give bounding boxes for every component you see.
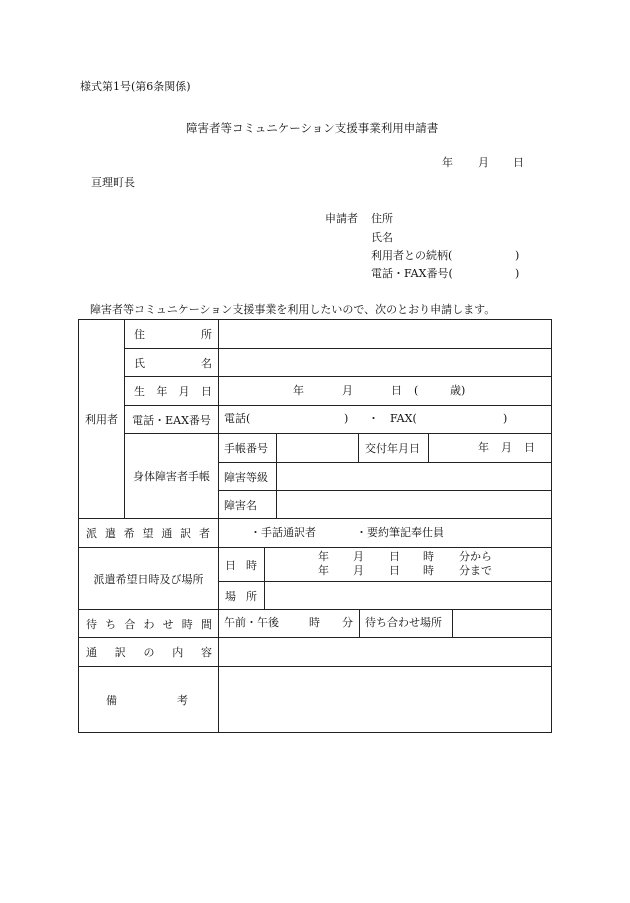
date-month: 月 bbox=[478, 156, 489, 169]
birth-month: 月 bbox=[342, 384, 353, 397]
issue-month: 月 bbox=[501, 441, 512, 454]
birth-year: 年 bbox=[293, 384, 304, 397]
user-birthdate-label: 生 年 月 日 bbox=[134, 385, 212, 398]
page-title: 障害者等コミュニケーション支援事業利用申請書 bbox=[186, 121, 439, 135]
form-number: 様式第1号(第6条関係) bbox=[80, 80, 191, 93]
from-year: 年 bbox=[318, 550, 329, 563]
applicant-phone-label: 電話・FAX番号( bbox=[371, 267, 453, 280]
issue-day: 日 bbox=[524, 441, 535, 454]
dispatch-interpreter-label: 派 遣 希 望 通 訳 者 bbox=[86, 527, 210, 540]
meeting-time-label: 待 ち 合 わ せ 時 間 bbox=[86, 617, 212, 631]
birth-age-open: ( bbox=[414, 384, 419, 397]
am-pm: 午前・午後 bbox=[224, 616, 279, 629]
dispatch-datetime-place-label: 派遣希望日時及び場所 bbox=[93, 572, 204, 586]
meeting-hour: 時 bbox=[309, 616, 320, 629]
applicant-address-label: 住所 bbox=[371, 212, 393, 225]
fax-close: ) bbox=[503, 412, 508, 425]
application-form-table bbox=[78, 319, 552, 733]
to-hour: 時 bbox=[423, 564, 434, 577]
option-sign-language: ・手話通訳者 bbox=[250, 526, 316, 539]
to-year: 年 bbox=[318, 564, 329, 577]
from-minute: 分から bbox=[459, 550, 492, 563]
phone-text: 電話( bbox=[224, 412, 251, 425]
addressee: 亘理町長 bbox=[91, 176, 135, 189]
place-label: 場 所 bbox=[225, 589, 257, 603]
option-summary-writer: ・要約筆記奉仕員 bbox=[356, 526, 444, 539]
meeting-minute: 分 bbox=[342, 616, 353, 629]
from-month: 月 bbox=[353, 550, 364, 563]
meeting-place-label: 待ち合わせ場所 bbox=[365, 616, 442, 629]
interpretation-content-label: 通 訳 の 内 容 bbox=[86, 646, 212, 659]
from-hour: 時 bbox=[423, 550, 434, 563]
applicant-phone-close: ) bbox=[515, 267, 520, 280]
fax-text: ・ FAX( bbox=[368, 412, 417, 425]
issue-date-label: 交付年月日 bbox=[365, 442, 420, 455]
intro-text: 障害者等コミュニケーション支援事業を利用したいので、次のとおり申請します。 bbox=[90, 303, 496, 316]
birth-age: 歳) bbox=[450, 384, 466, 397]
user-address-label: 住 所 bbox=[134, 328, 212, 341]
applicant-relation-label: 利用者との続柄( bbox=[371, 249, 453, 262]
date-day: 日 bbox=[513, 156, 524, 169]
user-section-label: 利用者 bbox=[85, 413, 118, 426]
handbook-number-label: 手帳番号 bbox=[224, 442, 268, 455]
to-minute: 分まで bbox=[459, 564, 492, 577]
issue-year: 年 bbox=[478, 441, 489, 454]
date-year: 年 bbox=[442, 156, 453, 169]
handbook-label: 身体障害者手帳 bbox=[133, 470, 210, 483]
from-day: 日 bbox=[389, 550, 400, 563]
user-name-label: 氏 名 bbox=[134, 356, 212, 370]
disability-name-label: 障害名 bbox=[224, 498, 257, 512]
datetime-label: 日 時 bbox=[225, 558, 257, 572]
to-month: 月 bbox=[353, 564, 364, 577]
phone-close: ) bbox=[344, 412, 349, 425]
applicant-relation-close: ) bbox=[515, 249, 520, 262]
applicant-name-label: 氏名 bbox=[371, 231, 393, 244]
birth-day: 日 bbox=[391, 384, 402, 397]
to-day: 日 bbox=[389, 564, 400, 577]
remarks-label: 備 考 bbox=[106, 693, 188, 707]
user-phone-label: 電話・EAX番号 bbox=[132, 413, 211, 427]
disability-grade-label: 障害等級 bbox=[224, 470, 268, 484]
applicant-label: 申請者 bbox=[325, 212, 358, 225]
